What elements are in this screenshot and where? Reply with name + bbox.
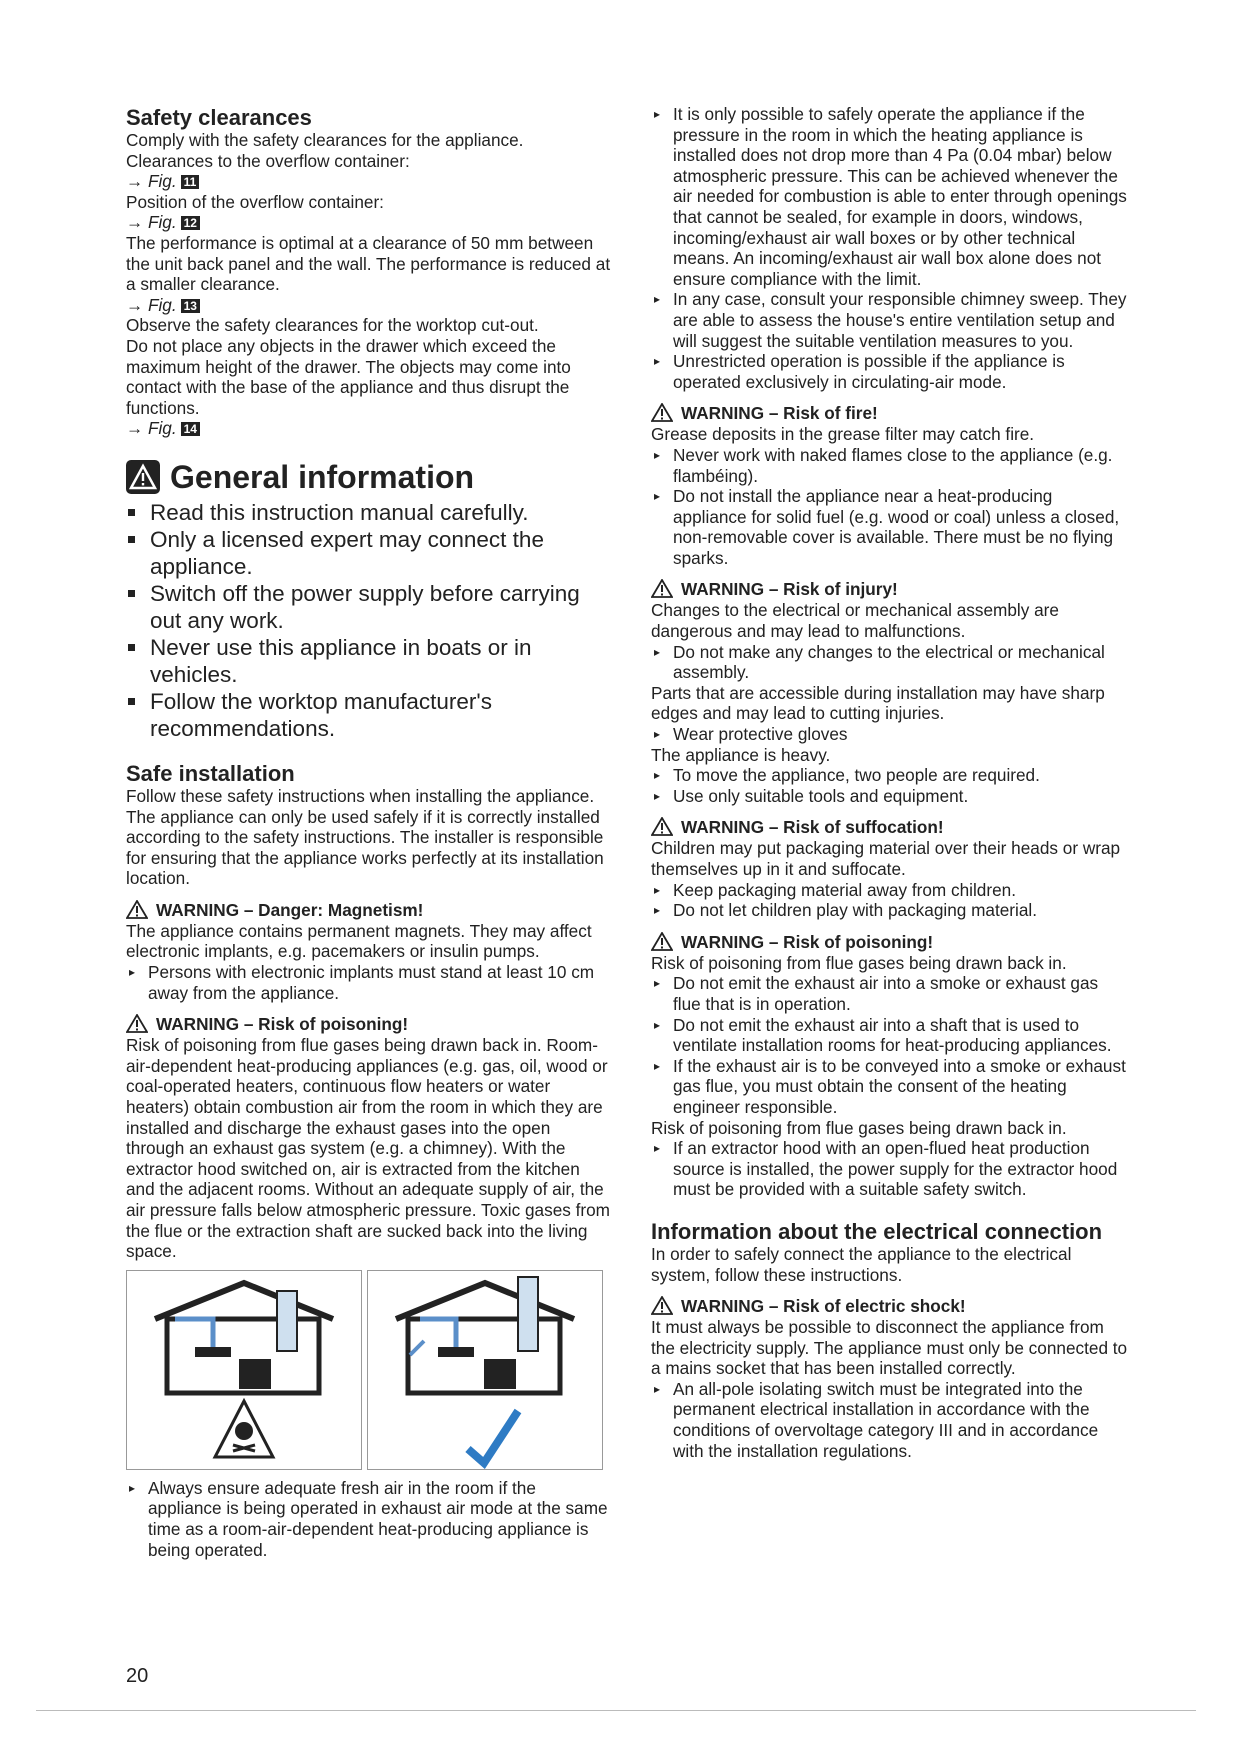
safe-ventilation-figure xyxy=(367,1270,603,1470)
paragraph: Clearances to the overflow container: xyxy=(126,150,410,171)
paragraph: The appliance contains permanent magnets. They may affect electronic implants, e.g. pacemakers or insulin pumps. xyxy=(126,920,592,962)
bullet-item: ▸ Do not emit the exhaust air into a shaft that is used to ventilate installation rooms for heat-producing appliances. xyxy=(651,1015,1129,1056)
bullet-item: ▸ In any case, consult your responsible chimney sweep. They are able to assess the house's entire ventilation setup and will suggest the suitable ventilation measures to you. xyxy=(651,289,1129,351)
figure-reference: → Fig. 14 xyxy=(126,418,611,439)
bullet-item: ▸ If an extractor hood with an open-flued heat production source is installed, the power supply for the extractor hood must be provided with a suitable safety switch. xyxy=(651,1138,1129,1200)
warning-icon xyxy=(651,932,673,951)
paragraph: Parts that are accessible during installation may have sharp edges and may lead to cutting injuries. xyxy=(651,682,1105,724)
list-item: Only a licensed expert may connect the appliance. xyxy=(126,526,611,580)
bullet-item: ▸ It is only possible to safely operate the appliance if the pressure in the room in which the heating appliance is installed does not drop more than 4 Pa (0.04 mbar) below atmospheric pressure. This can be achieved whenever the air needed for combustion is able to enter through openings that cannot be sealed, for example in doors, windows, incoming/exhaust air wall boxes or by other technical means. An incoming/exhaust air wall box alone does not ensure compliance with the limit. xyxy=(651,104,1129,289)
safe-installation-heading: Safe installation xyxy=(126,760,295,786)
bullet-item: ▸ Never work with naked flames close to the appliance (e.g. flambéing). xyxy=(651,445,1129,486)
figure-reference: → Fig. 13 xyxy=(126,295,611,316)
warning-icon xyxy=(651,1296,673,1315)
left-column xyxy=(126,106,611,1560)
bullet-item: ▸ An all-pole isolating switch must be integrated into the permanent electrical installation in accordance with the conditions of overvoltage category III and in accordance with the installation regulations. xyxy=(651,1379,1129,1461)
safety-clearances-heading: Safety clearances xyxy=(126,105,312,130)
warning-heading: WARNING – Risk of injury! xyxy=(651,578,1129,600)
paragraph: Changes to the electrical or mechanical assembly are dangerous and may lead to malfunctions. xyxy=(651,600,1059,642)
paragraph: Follow these safety instructions when installing the appliance. xyxy=(126,785,595,806)
list-item: Follow the worktop manufacturer's recommendations. xyxy=(126,688,611,742)
paragraph: Children may put packaging material over their heads or wrap themselves up in it and suffocate. xyxy=(651,838,1121,879)
warning-heading: WARNING – Risk of poisoning! xyxy=(126,1013,611,1035)
warning-icon xyxy=(651,817,673,836)
paragraph: Comply with the safety clearances for the appliance. xyxy=(126,130,524,150)
warning-heading: WARNING – Risk of electric shock! xyxy=(651,1295,1129,1317)
right-column xyxy=(651,104,1129,1461)
warning-heading: WARNING – Risk of fire! xyxy=(651,402,1129,424)
warning-icon xyxy=(126,1014,148,1033)
warning-icon xyxy=(126,900,148,919)
bullet-item: ▸ If the exhaust air is to be conveyed into a smoke or exhaust gas flue, you must obtain the consent of the heating engineer responsible. xyxy=(651,1056,1129,1118)
paragraph: Risk of poisoning from flue gases being drawn back in. xyxy=(651,952,1067,973)
paragraph: Grease deposits in the grease filter may catch fire. xyxy=(651,424,1035,445)
bullet-item: ▸ Use only suitable tools and equipment. xyxy=(651,786,1129,807)
bullet-item: ▸ Always ensure adequate fresh air in the room if the appliance is being operated in exhaust air mode at the same time as a room-air-dependent heat-producing appliance is being operated. xyxy=(126,1478,611,1560)
bullet-item: ▸ To move the appliance, two people are required. xyxy=(651,765,1129,786)
paragraph: Observe the safety clearances for the worktop cut-out. xyxy=(126,315,539,336)
bullet-item: ▸ Do not install the appliance near a heat-producing appliance for solid fuel (e.g. wood or coal) unless a closed, non-removable cover is available. There must be no flying sparks. xyxy=(651,486,1129,568)
paragraph: Position of the overflow container: xyxy=(126,191,384,212)
unsafe-ventilation-figure xyxy=(126,1270,362,1470)
list-item: Read this instruction manual carefully. xyxy=(126,499,611,526)
bullet-item: ▸ Persons with electronic implants must stand at least 10 cm away from the appliance. xyxy=(126,962,611,1003)
general-information-title: General information xyxy=(170,458,475,495)
electrical-connection-heading: Information about the electrical connection xyxy=(651,1218,1103,1244)
warning-icon xyxy=(651,403,673,422)
paragraph: The appliance can only be used safely if it is correctly installed according to the safety instructions. The installer is responsible for ensuring that the appliance works perfectly at its installation location. xyxy=(126,806,604,889)
footer-rule xyxy=(36,1710,1196,1711)
list-item: Never use this appliance in boats or in vehicles. xyxy=(126,634,611,688)
bullet-item: ▸ Unrestricted operation is possible if the appliance is operated exclusively in circulating-air mode. xyxy=(651,351,1129,392)
warning-heading: WARNING – Danger: Magnetism! xyxy=(126,899,611,921)
list-item: Switch off the power supply before carrying out any work. xyxy=(126,580,611,634)
paragraph: Do not place any objects in the drawer which exceed the maximum height of the drawer. The objects may come into contact with the base of the appliance and thus disrupt the functions. xyxy=(126,335,571,418)
figure-reference: → Fig. 11 xyxy=(126,171,611,192)
paragraph: Risk of poisoning from flue gases being drawn back in. Room-air-dependent heat-producing appliances (e.g. gas, oil, wood or coal-operated heaters, continuous flow heaters or water heaters) obtain combustion air from the room in which they are installed and discharge the exhaust gases into the open through an exhaust gas system (e.g. a chimney). With the extractor hood switched on, air is extracted from the kitchen and the adjacent rooms. Without an adequate supply of air, the air pressure falls below atmospheric pressure. Toxic gases from the flue or the extraction shaft are sucked back into the living space. xyxy=(126,1035,610,1262)
general-information-header xyxy=(126,459,611,495)
paragraph: The appliance is heavy. xyxy=(651,744,831,765)
warning-box-icon xyxy=(126,460,160,494)
bullet-item: ▸ Do not emit the exhaust air into a smoke or exhaust gas flue that is in operation. xyxy=(651,973,1129,1014)
page-number: 20 xyxy=(126,1665,149,1687)
warning-heading: WARNING – Risk of poisoning! xyxy=(651,931,1129,953)
bullet-item: ▸ Wear protective gloves xyxy=(651,724,1129,745)
paragraph: In order to safely connect the appliance to the electrical system, follow these instructions. xyxy=(651,1243,1072,1285)
paragraph: Risk of poisoning from flue gases being drawn back in. xyxy=(651,1117,1067,1138)
warning-heading: WARNING – Risk of suffocation! xyxy=(651,816,1129,838)
warning-icon xyxy=(651,579,673,598)
bullet-item: ▸ Keep packaging material away from children. xyxy=(651,880,1129,901)
bullet-item: ▸ Do not make any changes to the electrical or mechanical assembly. xyxy=(651,642,1129,683)
ventilation-illustrations xyxy=(126,1270,611,1470)
bullet-item: ▸ Do not let children play with packaging material. xyxy=(651,900,1129,921)
figure-reference: → Fig. 12 xyxy=(126,212,611,233)
paragraph: The performance is optimal at a clearance of 50 mm between the unit back panel and the wall. The performance is reduced at a smaller clearance. xyxy=(126,232,611,295)
paragraph: It must always be possible to disconnect the appliance from the electricity supply. The appliance must only be connected to a mains socket that has been installed correctly. xyxy=(651,1317,1128,1379)
